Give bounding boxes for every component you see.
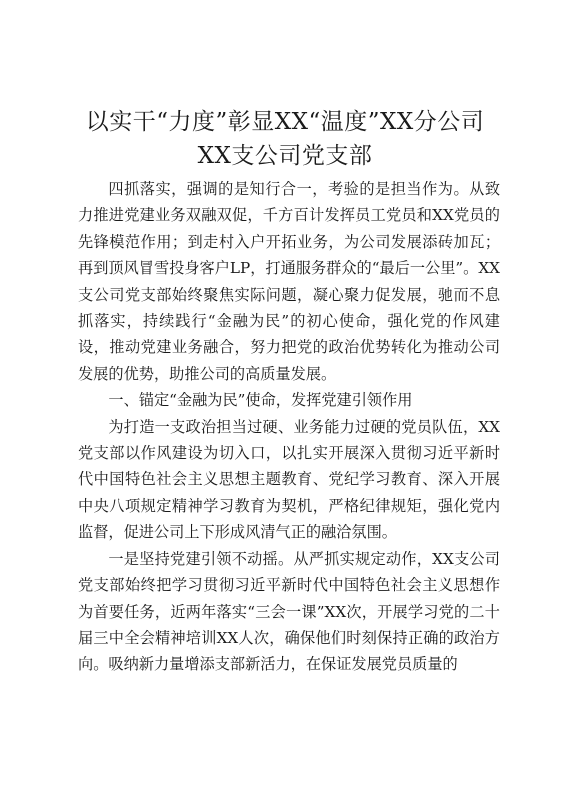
paragraph-section-intro: 为打造一支政治担当过硬、业务能力过硬的党员队伍，XX党支部以作风建设为切入口，以扎实开展深入贯彻习近平新时代中国特色社会主义思想主题教育、党纪学习教育、深入开展中央八项规定精神学习教育为契机，严格纪律规矩，强化党内监督，促进公司上下形成风清气正的融洽氛围。	[78, 417, 500, 542]
section-heading: 一、锚定“金融为民”使命，发挥党建引领作用	[108, 391, 413, 410]
paragraph-point-one: 一是坚持党建引领不动摇。从严抓实规定动作，XX支公司党支部始终把学习贯彻习近平新时代中国特色社会主义思想作为首要任务，近两年落实“三会一课”XX次，开展学习党的二十届三中全会精神培训XX人次，确保他们时刻保持正确的政治方向。吸纳新力量增添支部新活力，在保证发展党员质量的	[78, 549, 500, 674]
paragraph-intro: 四抓落实，强调的是知行合一，考验的是担当作为。从致力推进党建业务双融双促，千方百计发挥员工党员和XX党员的先锋模范作用；到走村入户开拓业务，为公司发展添砖加瓦；再到顶风冒雪投身客户LP，打通服务群众的“最后一公里”。XX支公司党支部始终聚焦实际问题，凝心聚力促发展，驰而不息抓落实，持续践行“金融为民”的初心使命，强化党的作风建设，推动党建业务融合，努力把党的政治优势转化为推动公司发展的优势，助推公司的高质量发展。	[78, 180, 500, 383]
document-title: 以实干“力度”彰显XX“温度”XX分公司XX支公司党支部	[85, 109, 485, 169]
document-body	[78, 176, 500, 678]
